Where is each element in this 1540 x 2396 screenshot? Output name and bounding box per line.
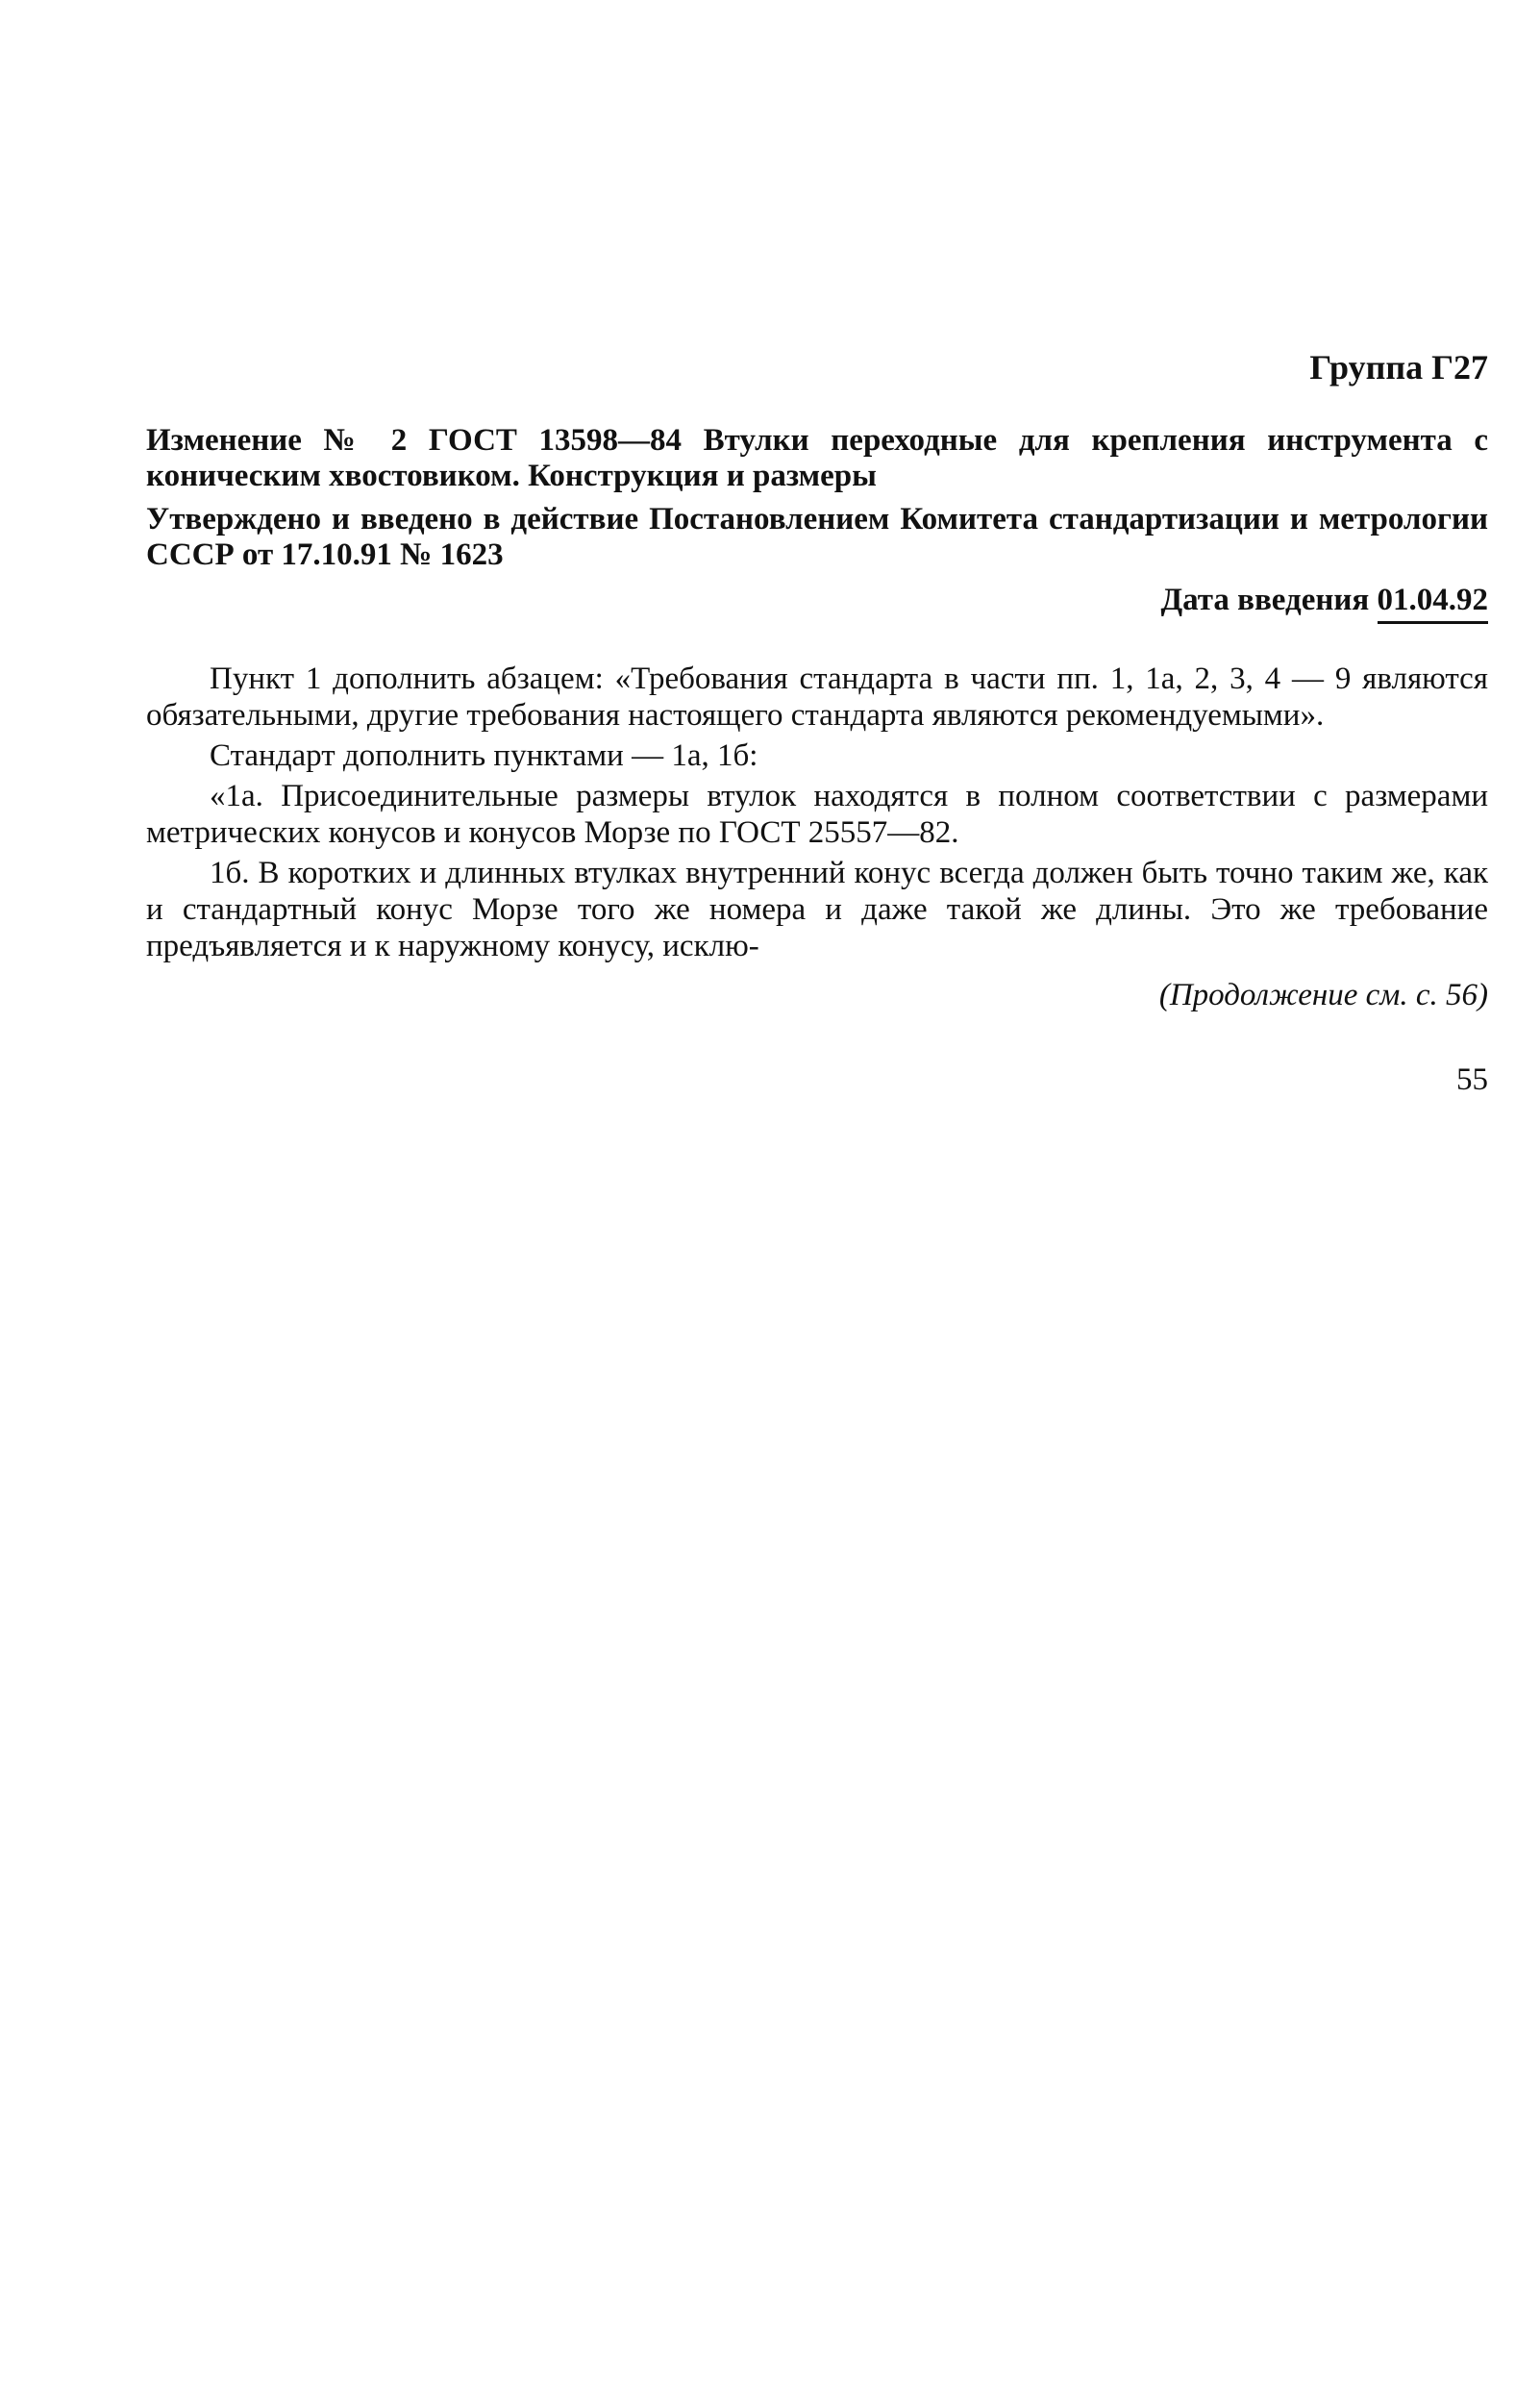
- continuation-note: (Продолжение см. с. 56): [1158, 978, 1488, 1012]
- amendment-title: Изменение № 2 ГОСТ 13598—84 Втулки переходные для крепления инструмента с коническим хвостовиком. Конструкция и размеры: [146, 423, 1488, 493]
- document-page: [146, 346, 1488, 1099]
- effective-date-label: Дата введения: [1160, 583, 1370, 617]
- body-paragraph: «1а. Присоединительные размеры втулок находятся в полном соответствии с размерами метрических конусов и конусов Морзе по ГОСТ 25557—82.: [146, 779, 1488, 850]
- body-paragraph: Пункт 1 дополнить абзацем: «Требования стандарта в части пп. 1, 1а, 2, 3, 4 — 9 являются обязательными, другие требования настоящего стандарта являются рекомендуемыми».: [146, 661, 1488, 733]
- approval-statement: Утверждено и введено в действие Постановлением Комитета стандартизации и метрологии СССР от 17.10.91 № 1623: [146, 502, 1488, 572]
- group-code: Группа Г27: [1309, 348, 1488, 387]
- effective-date-value: 01.04.92: [1378, 581, 1489, 624]
- body-paragraph: Стандарт дополнить пунктами — 1а, 1б:: [210, 738, 758, 773]
- effective-date: [146, 581, 1488, 624]
- body-paragraph: 1б. В коротких и длинных втулках внутренний конус всегда должен быть точно таким же, как и стандартный конус Морзе того же номера и даже такой же длины. Это же требование предъявляется и к наружному конусу, исклю-: [146, 856, 1488, 963]
- page-number: 55: [1456, 1062, 1488, 1097]
